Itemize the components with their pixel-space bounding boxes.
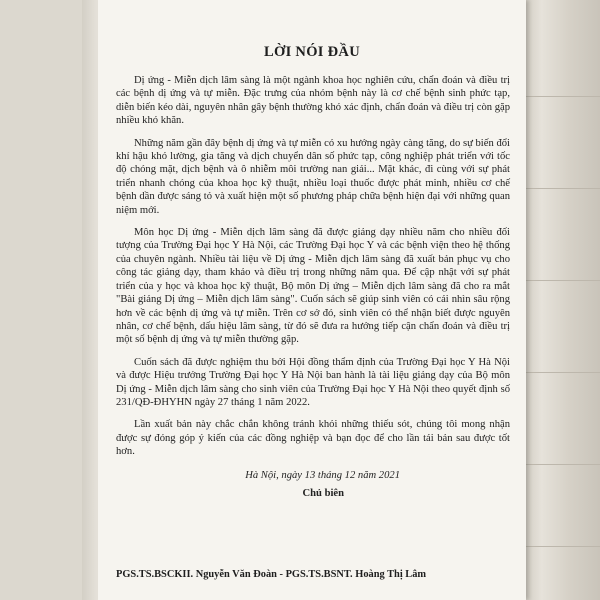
- book-page: [98, 0, 526, 600]
- authors-line: PGS.TS.BSCKII. Nguyễn Văn Đoàn - PGS.TS.BSNT. Hoàng Thị Lâm: [116, 569, 427, 580]
- paragraph-4: Cuốn sách đã được nghiệm thu bởi Hội đồng thẩm định của Trường Đại học Y Hà Nội và được Hiệu trưởng Trường Đại học Y Hà Nội ban hành là tài liệu giảng dạy của Bộ môn Dị ứng - Miễn dịch lâm sàng cho sinh viên của Trường Đại học Y Hà Nội theo quyết định số 231/QĐ-ĐHYHN ngày 27 tháng 1 năm 2022.: [116, 356, 510, 408]
- paragraph-3: Môn học Dị ứng - Miễn dịch lâm sàng đã được giảng dạy nhiều năm cho nhiều đối tượng của Trường Đại học Y Hà Nội, các Trường Đại học Y và các bệnh viện theo hệ thống của chuyên ngành. Nhiều tài liệu về Dị ứng - Miễn dịch lâm sàng đã xuất bản phục vụ cho công tác giảng dạy, tham khảo và điều trị trong những năm qua. Để cập nhật với sự phát triển của y học và khoa học kỹ thuật, Bộ môn Dị ứng – Miễn dịch lâm sàng đã cho ra mắt "Bài giảng Dị ứng – Miễn dịch lâm sàng". Cuốn sách sẽ giúp sinh viên có cái nhìn sâu rộng hơn về các bệnh dị ứng và tự miễn. Trên cơ sở đó, sinh viên có thể nhận biết được nguyên nhân, cơ chế bệnh, dấu hiệu lâm sàng, từ đó sẽ đưa ra hướng tiếp cận chẩn đoán và điều trị một số bệnh dị ứng và tự miễn thường gặp.: [116, 227, 510, 346]
- paragraph-5: Lần xuất bản này chắc chắn không tránh khỏi những thiếu sót, chúng tôi mong nhận được sự đóng góp ý kiến của các đồng nghiệp và bạn đọc để cho lần tái bản sau được tốt hơn.: [116, 419, 510, 458]
- book-page-edges: [522, 0, 600, 600]
- paragraph-1: Dị ứng - Miễn dịch lâm sàng là một ngành khoa học nghiên cứu, chẩn đoán và điều trị các bệnh dị ứng và tự miễn. Đặc trưng của nhóm bệnh này là cơ chế bệnh sinh phức tạp, diễn biến kéo dài, nguyên nhân gây bệnh thường khó xác định, chẩn đoán và điều trị còn gặp nhiều khó khăn.: [116, 75, 510, 127]
- signature-date: Hà Nội, ngày 13 tháng 12 năm 2021: [245, 470, 400, 481]
- left-page-shadow: [82, 0, 98, 600]
- paragraph-2: Những năm gần đây bệnh dị ứng và tự miễn có xu hướng ngày càng tăng, do sự biến đổi khí hậu khó lường, gia tăng và dịch chuyển dân số phức tạp, công nghiệp phát triển với tốc độ chóng mặt, dịch bệnh và ô nhiễm môi trường nan giải... Mặt khác, đi cùng với sự phát triển nhanh chóng của khoa học kỹ thuật, nhiều loại thuốc được phát minh, nhiều cơ chế bệnh dần được sáng tỏ và xuất hiện một số phương pháp chữa bệnh hiện đại với những quan niệm mới.: [116, 137, 510, 216]
- preface-body: [116, 74, 510, 468]
- page-heading: LỜI NÓI ĐẦU: [264, 44, 360, 60]
- signature-role: Chủ biên: [302, 488, 344, 499]
